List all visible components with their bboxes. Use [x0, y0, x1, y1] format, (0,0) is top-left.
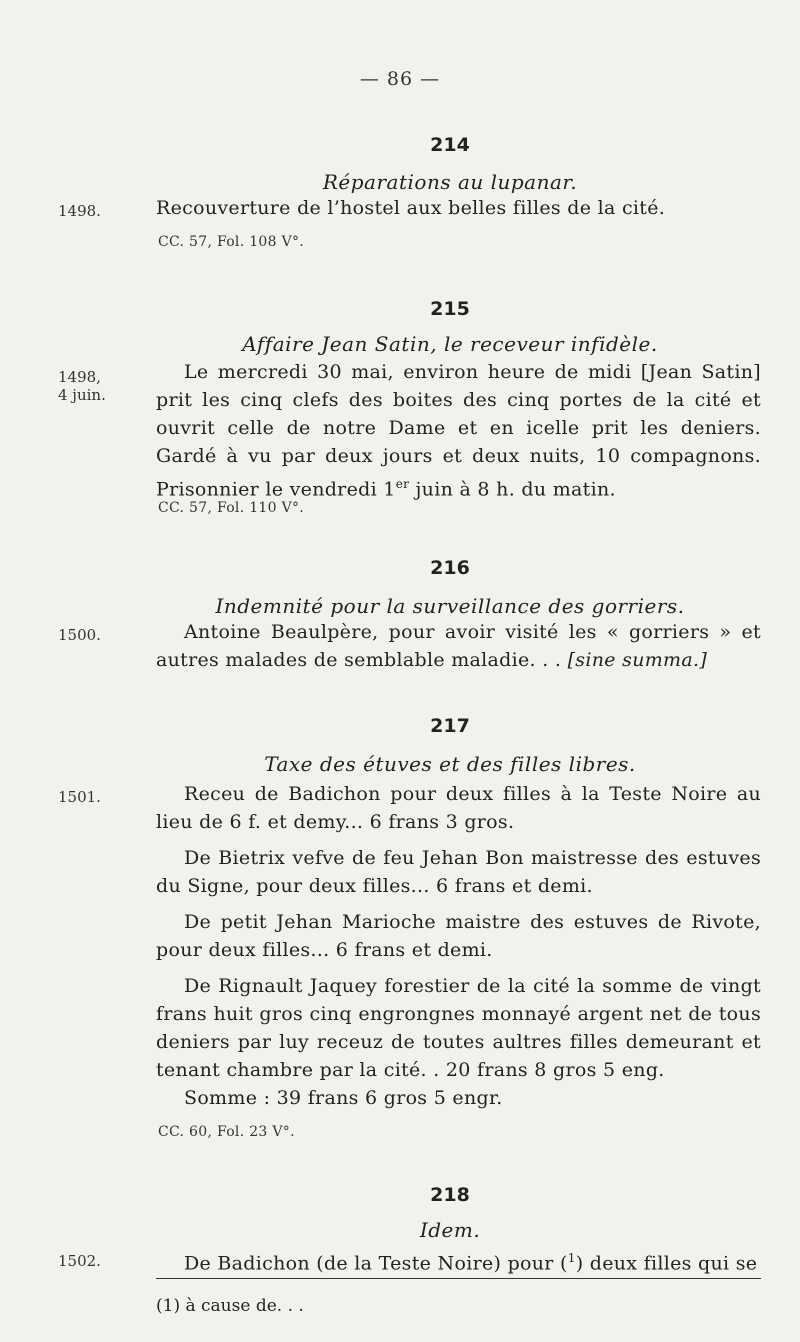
- entry-217-sum-line: Somme : 39 frans 6 gros 5 engr.: [184, 1087, 503, 1109]
- entry-215-margin-year: 1498,: [58, 368, 101, 386]
- entry-217-paragraph-3: De petit Jehan Marioche maistre des estuves de Rivote, pour deux filles... 6 frans et demi.: [156, 911, 761, 961]
- entry-215-margin-date: [58, 368, 106, 404]
- footnote: (1) à cause de. . .: [156, 1296, 304, 1316]
- entry-215-text: [156, 358, 761, 503]
- entry-216-number: 216: [430, 557, 470, 579]
- entry-216-text-main: Antoine Beaulpère, pour avoir visité les « gorriers » et autres malades de semblable maladie. . .: [156, 621, 761, 671]
- entry-217-paragraph-4: De Rignault Jaquey forestier de la cité la somme de vingt frans huit gros cinq engrongnes monnayé argent net de tous deniers par luy receuz de toutes aultres filles demeurant et tenant chambre par la cité. . 20 frans 8 gros 5 eng.: [156, 975, 761, 1081]
- entry-215-reference: CC. 57, Fol. 110 V°.: [158, 500, 305, 516]
- entry-218-text-main: De Badichon (de la Teste Noire) pour (: [184, 1252, 568, 1275]
- entry-217-reference: CC. 60, Fol. 23 V°.: [158, 1124, 295, 1140]
- entry-215-title: Affaire Jean Satin, le receveur infidèle.: [242, 332, 658, 356]
- entry-215-text-main: Le mercredi 30 mai, environ heure de midi [Jean Satin] prit les cinq clefs des boites des cinq portes de la cité et ouvrit celle de notre Dame et en icelle prit les deniers. Gardé à vu par deux jours et deux nuits, 10 compagnons. Prisonnier le vendredi 1: [156, 361, 761, 501]
- entry-214-margin-date: 1498.: [58, 202, 101, 220]
- footnote-divider: [156, 1278, 761, 1279]
- entry-218-text-end: ) deux filles qui se: [575, 1252, 758, 1275]
- entry-218-title: Idem.: [419, 1218, 481, 1242]
- entry-214-number: 214: [430, 134, 470, 156]
- page-number-header: — 86 —: [359, 68, 441, 90]
- entry-215-superscript: er: [395, 477, 410, 491]
- entry-218-text: [156, 1244, 761, 1277]
- entry-218-margin-date: 1502.: [58, 1252, 101, 1270]
- entry-217-number: 217: [430, 715, 470, 737]
- entry-217-title: Taxe des étuves et des filles libres.: [264, 752, 636, 776]
- entry-217-paragraph-2: De Bietrix vefve de feu Jehan Bon maistresse des estuves du Signe, pour deux filles... 6 frans et demi.: [156, 847, 761, 897]
- entry-214-title: Réparations au lupanar.: [322, 170, 578, 194]
- entry-216-title: Indemnité pour la surveillance des gorriers.: [215, 594, 685, 618]
- entry-214-text: Recouverture de l’hostel aux belles filles de la cité.: [156, 197, 666, 219]
- entry-217-margin-date: 1501.: [58, 788, 101, 806]
- entry-217-paragraph-1: Receu de Badichon pour deux filles à la Teste Noire au lieu de 6 f. et demy... 6 frans 3 gros.: [156, 783, 761, 833]
- entry-215-number: 215: [430, 298, 470, 320]
- entry-215-margin-day: 4 juin.: [58, 386, 106, 404]
- entry-218-number: 218: [430, 1184, 470, 1206]
- entry-215-text-end: juin à 8 h. du matin.: [409, 478, 616, 501]
- entry-218-footnote-marker: 1: [567, 1251, 576, 1265]
- entry-216-text: [156, 618, 761, 674]
- entry-216-text-italic: [sine summa.]: [567, 649, 708, 671]
- entry-214-reference: CC. 57, Fol. 108 V°.: [158, 234, 305, 250]
- entry-216-margin-date: 1500.: [58, 626, 101, 644]
